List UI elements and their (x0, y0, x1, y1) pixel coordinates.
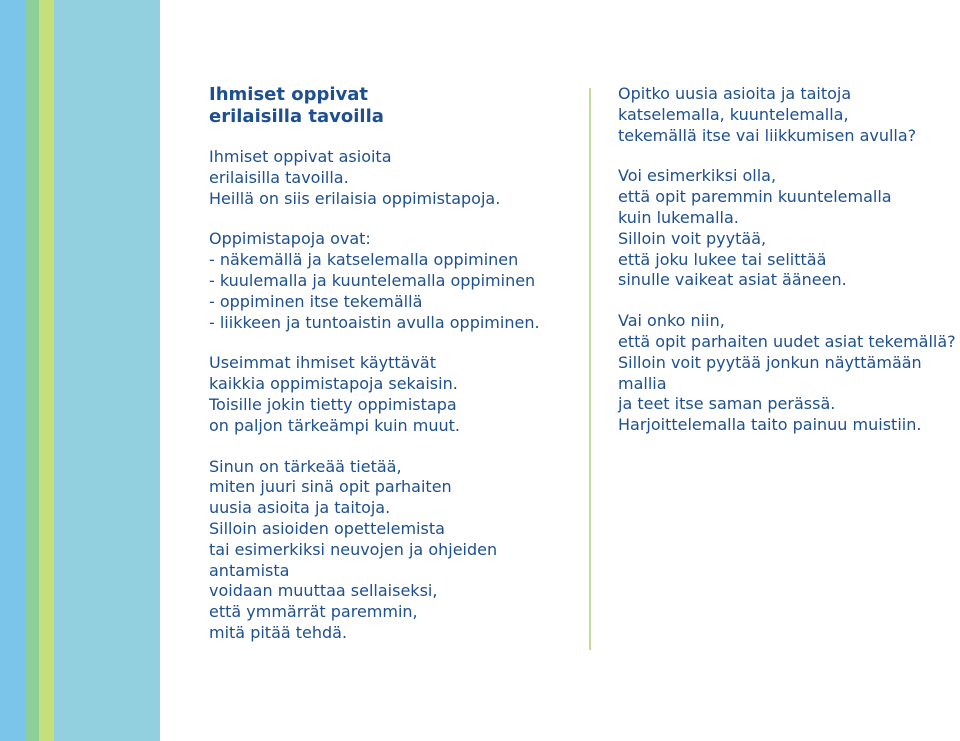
listening-paragraph: Voi esimerkiksi olla, että opit paremmin kuuntelemalla kuin lukemalla. Silloin voit pyytää, että joku lukee tai selittää sinulle vaikeat asiat ääneen. (618, 166, 892, 290)
page-heading: Ihmiset oppivat erilaisilla tavoilla (209, 84, 384, 127)
decorative-stripe-blue (0, 0, 26, 741)
right-column (618, 84, 960, 456)
mixed-styles-paragraph: Useimmat ihmiset käyttävät kaikkia oppimistapoja sekaisin. Toisille jokin tietty oppimistapa on paljon tärkeämpi kuin muut. (209, 353, 460, 435)
learning-styles-list: Oppimistapoja ovat: - näkemällä ja katselemalla oppiminen - kuulemalla ja kuuntelemalla oppiminen - oppiminen itse tekemällä - liikkeen ja tuntoaistin avulla oppiminen. (209, 229, 540, 332)
decorative-stripe-lime (39, 0, 54, 741)
left-column (209, 84, 579, 664)
question-paragraph: Opitko uusia asioita ja taitoja katselemalla, kuuntelemalla, tekemällä itse vai liikkumisen avulla? (618, 84, 917, 145)
doing-paragraph: Vai onko niin, että opit parhaiten uudet asiat tekemällä? Silloin voit pyytää jonkun näyttämään mallia ja teet itse saman perässä. Harjoittelemalla taito painuu muistiin. (618, 311, 956, 435)
decorative-stripe-green (26, 0, 39, 741)
intro-paragraph: Ihmiset oppivat asioita erilaisilla tavoilla. Heillä on siis erilaisia oppimistapoja. (209, 147, 501, 208)
know-yourself-paragraph: Sinun on tärkeää tietää, miten juuri sinä opit parhaiten uusia asioita ja taitoja. Silloin asioiden opettelemista tai esimerkiksi neuvojen ja ohjeiden antamista voidaan muuttaa sellaiseksi, että ymmärrät paremmin, mitä pitää tehdä. (209, 456, 498, 642)
column-divider (589, 88, 591, 650)
decorative-stripe-cyan (54, 0, 160, 741)
